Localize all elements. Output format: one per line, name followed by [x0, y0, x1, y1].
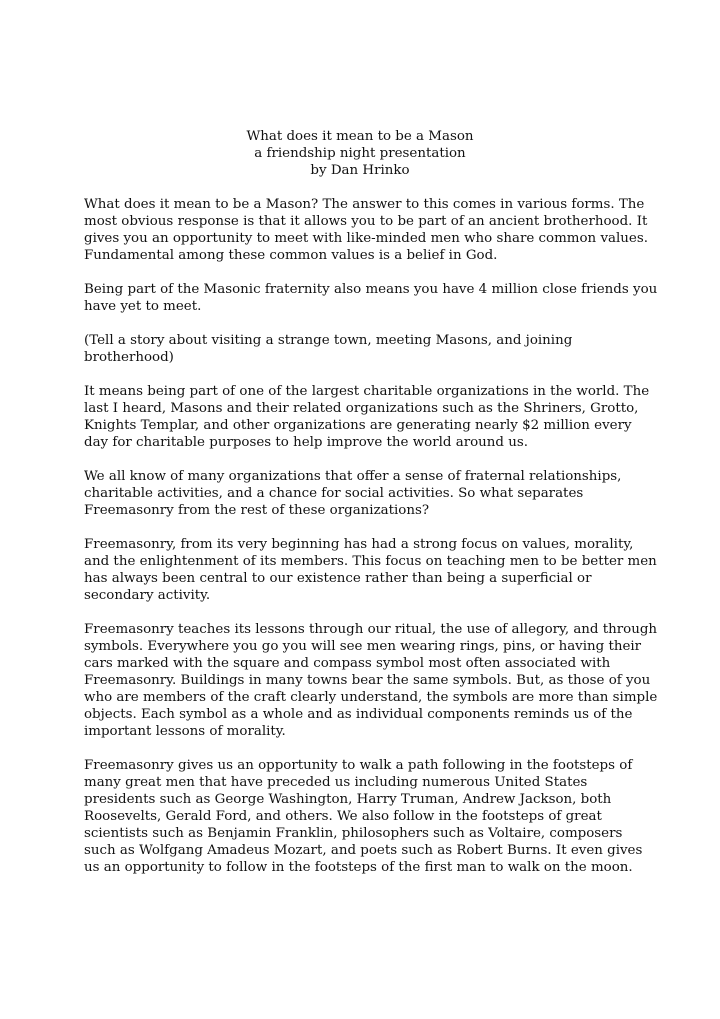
paragraph-line: scientists such as Benjamin Franklin, philosophers such as Voltaire, composers [84, 826, 623, 841]
paragraph-line: secondary activity. [84, 588, 211, 603]
paragraph-line: has always been central to our existence rather than being a superficial or [84, 571, 592, 586]
paragraph [84, 468, 644, 519]
paragraph-line: who are members of the craft clearly understand, the symbols are more than simple [84, 690, 658, 705]
paragraph-line: (Tell a story about visiting a strange town, meeting Masons, and joining [84, 333, 573, 348]
paragraph-line: Roosevelts, Gerald Ford, and others. We also follow in the footsteps of great [84, 809, 602, 824]
paragraph-line: us an opportunity to follow in the footsteps of the first man to walk on the moon. [84, 860, 633, 875]
title-block [0, 128, 720, 179]
paragraph-line: many great men that have preceded us including numerous United States [84, 775, 588, 790]
paragraph [84, 383, 650, 451]
paragraph-line: Knights Templar, and other organizations are generating nearly $2 million every [84, 418, 632, 433]
paragraph-line: We all know of many organizations that offer a sense of fraternal relationships, [84, 469, 622, 484]
paragraph [84, 621, 658, 740]
paragraph-line: last I heard, Masons and their related organizations such as the Shriners, Grotto, [84, 401, 639, 416]
paragraph-line: cars marked with the square and compass symbol most often associated with [84, 656, 611, 671]
paragraph-line: such as Wolfgang Amadeus Mozart, and poets such as Robert Burns. It even gives [84, 843, 643, 858]
paragraph-line: Fundamental among these common values is a belief in God. [84, 248, 498, 263]
paragraph-line: symbols. Everywhere you go you will see men wearing rings, pins, or having their [84, 639, 642, 654]
paragraph-line: Freemasonry from the rest of these organizations? [84, 503, 430, 518]
document-body [84, 196, 658, 893]
paragraph [84, 757, 644, 876]
paragraph-line: presidents such as George Washington, Harry Truman, Andrew Jackson, both [84, 792, 612, 807]
paragraph-line: objects. Each symbol as a whole and as individual components reminds us of the [84, 707, 633, 722]
document-author: by Dan Hrinko [310, 163, 410, 178]
paragraph [84, 281, 658, 315]
paragraph-line: Being part of the Masonic fraternity also means you have 4 million close friends you [84, 282, 658, 297]
paragraph-line: charitable activities, and a chance for social activities. So what separates [84, 486, 584, 501]
paragraph-line: Freemasonry, from its very beginning has had a strong focus on values, morality, [84, 537, 634, 552]
paragraph-line: Freemasonry teaches its lessons through our ritual, the use of allegory, and through [84, 622, 658, 637]
paragraph [84, 536, 657, 604]
document-title: What does it mean to be a Mason [246, 129, 474, 144]
paragraph-line: important lessons of morality. [84, 724, 286, 739]
paragraph-line: It means being part of one of the largest charitable organizations in the world. The [84, 384, 650, 399]
paragraph-line: and the enlightenment of its members. This focus on teaching men to be better men [84, 554, 657, 569]
paragraph-line: brotherhood) [84, 350, 174, 365]
paragraph-line: Freemasonry. Buildings in many towns bear the same symbols. But, as those of you [84, 673, 651, 688]
document-subtitle: a friendship night presentation [254, 146, 466, 161]
paragraph-line: day for charitable purposes to help improve the world around us. [84, 435, 529, 450]
paragraph-line: What does it mean to be a Mason? The answer to this comes in various forms. The [84, 197, 645, 212]
paragraph-line: have yet to meet. [84, 299, 202, 314]
paragraph-line: gives you an opportunity to meet with like-minded men who share common values. [84, 231, 648, 246]
paragraph-line: most obvious response is that it allows you to be part of an ancient brotherhood. It [84, 214, 648, 229]
paragraph-line: Freemasonry gives us an opportunity to walk a path following in the footsteps of [84, 758, 633, 773]
paragraph [84, 332, 644, 366]
paragraph [84, 196, 648, 264]
